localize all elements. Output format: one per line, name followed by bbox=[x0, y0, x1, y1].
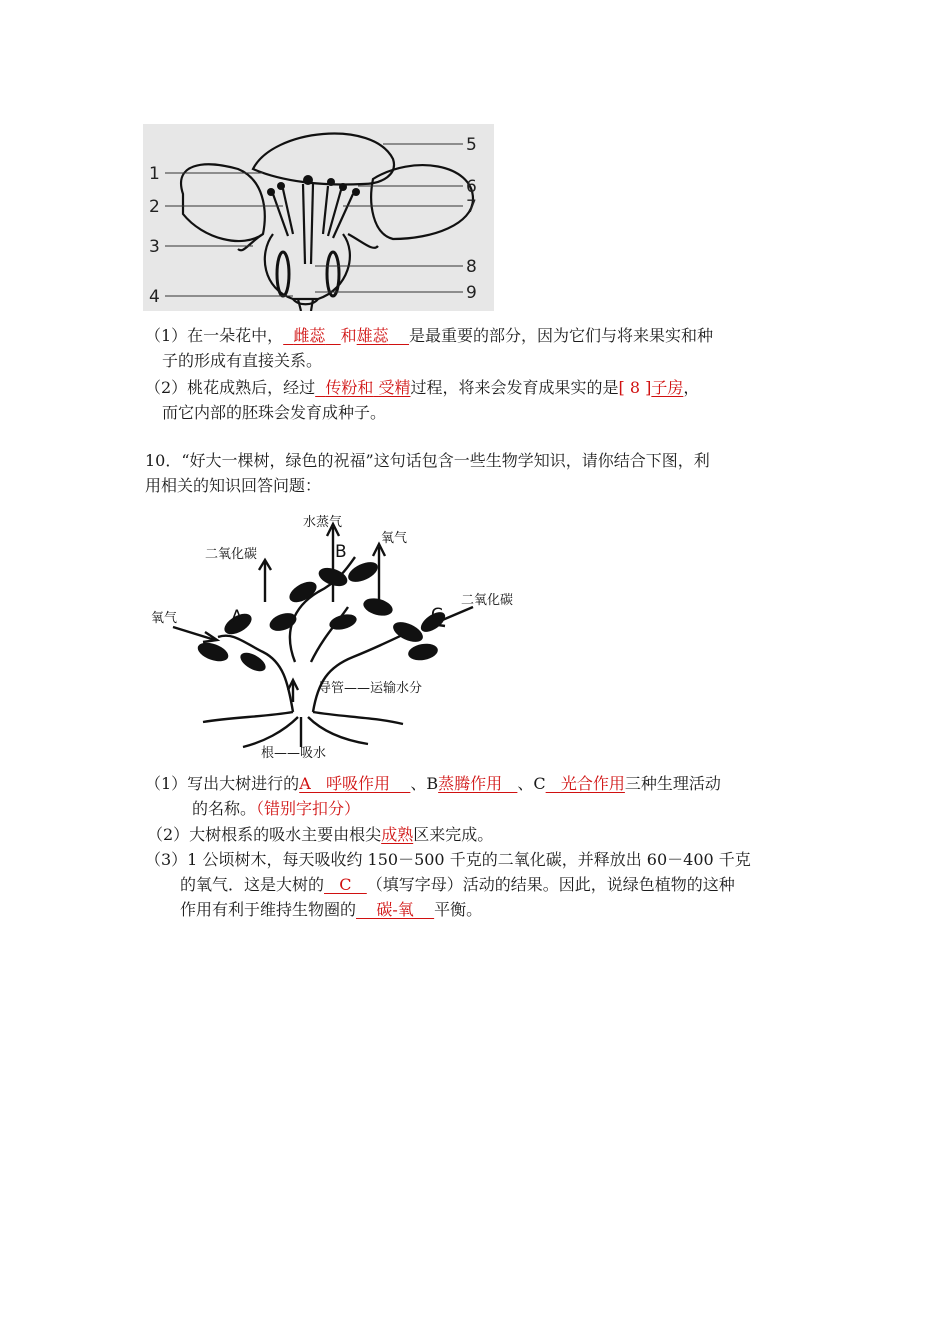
flower-label-2: 2 bbox=[149, 197, 160, 217]
label-co2-left: 二氧化碳 bbox=[205, 547, 258, 562]
q10-stem-line2: 用相关的知识回答问题： bbox=[145, 476, 322, 495]
answer-photosynthesis: 光合作用 bbox=[545, 774, 625, 793]
label-water-vapor: 水蒸气 bbox=[303, 515, 343, 530]
answer-pistil: 雌蕊 bbox=[293, 326, 326, 345]
flower-label-1: 1 bbox=[149, 164, 160, 184]
q9-p1-line2: 子的形成有直接关系。 bbox=[162, 351, 323, 370]
q9-gap bbox=[325, 326, 340, 345]
q10-p3-line1: （3）1 公顷树木，每天吸收约 150－500 千克的二氧化碳，并释放出 60－400 千克 bbox=[145, 850, 751, 869]
answer-transpiration: 蒸腾作用 bbox=[438, 774, 518, 793]
label-root: 根——吸水 bbox=[261, 746, 327, 760]
flower-label-5: 5 bbox=[466, 135, 477, 155]
answer-number: [ 8 ] bbox=[618, 378, 652, 397]
label-vessel: 导管——运输水分 bbox=[318, 681, 423, 696]
label-C: C bbox=[431, 605, 443, 625]
flower-diagram bbox=[143, 124, 494, 311]
label-oxygen-top: 氧气 bbox=[381, 531, 408, 546]
answer-pollination: 传粉和 bbox=[325, 378, 374, 397]
flower-label-9: 9 bbox=[466, 283, 477, 303]
answer-stamen: 雄蕊 bbox=[356, 326, 389, 345]
flower-label-7: 7 bbox=[466, 197, 477, 217]
label-A: A bbox=[231, 607, 243, 627]
label-co2-right: 二氧化碳 bbox=[461, 593, 514, 608]
q9-gap bbox=[283, 326, 293, 345]
answer-fertilization: 受精 bbox=[378, 378, 411, 397]
tree-figure bbox=[143, 512, 523, 760]
q9-gap bbox=[389, 326, 409, 345]
q10-p2-line: （2）大树根系的吸水主要由根尖成熟区来完成。 bbox=[147, 825, 494, 844]
deduction-note: （错别字扣分） bbox=[256, 799, 361, 818]
q10-p3-line2: 的氧气．这是大树的 C （填写字母）活动的结果。因此，说绿色植物的这种 bbox=[180, 875, 735, 894]
label-B: B bbox=[335, 542, 347, 562]
q10-p3-line3: 作用有利于维持生物圈的 碳-氧 平衡。 bbox=[180, 900, 483, 919]
q10-stem-line1: 10．“好大一棵树，绿色的祝福”这句话包含一些生物学知识，请你结合下图，利 bbox=[145, 451, 710, 470]
answer-respiration: A 呼吸作用 bbox=[299, 774, 411, 793]
flower-label-3: 3 bbox=[149, 237, 160, 257]
q9-gap bbox=[315, 378, 325, 397]
q9-p2-line2: 而它内部的胚珠会发育成种子。 bbox=[162, 403, 387, 422]
flower-label-8: 8 bbox=[466, 257, 477, 277]
flower-figure bbox=[143, 124, 494, 311]
answer-ovary: 子房 bbox=[651, 378, 684, 397]
q9-p2-line1: （2）桃花成熟后，经过 传粉和 受精过程，将来会发育成果实的是[ 8 ]子房， bbox=[145, 378, 700, 397]
flower-label-6: 6 bbox=[466, 177, 477, 197]
q10-p1-line1: （1）写出大树进行的A 呼吸作用 、B蒸腾作用 、C 光合作用三种生理活动 bbox=[145, 774, 721, 793]
q9-p1-line1: （1）在一朵花中， 雌蕊 和雄蕊 是最重要的部分，因为它们与将来果实和种 bbox=[145, 326, 714, 345]
answer-letter-C: C bbox=[324, 875, 367, 894]
label-oxygen-left: 氧气 bbox=[151, 611, 178, 626]
answer-carbon-oxygen: 碳-氧 bbox=[356, 900, 435, 919]
q10-p1-line2: 的名称。（错别字扣分） bbox=[192, 799, 361, 818]
flower-label-4: 4 bbox=[149, 287, 160, 307]
tree-diagram bbox=[143, 512, 523, 760]
answer-maturation-zone: 成熟 bbox=[381, 825, 414, 844]
